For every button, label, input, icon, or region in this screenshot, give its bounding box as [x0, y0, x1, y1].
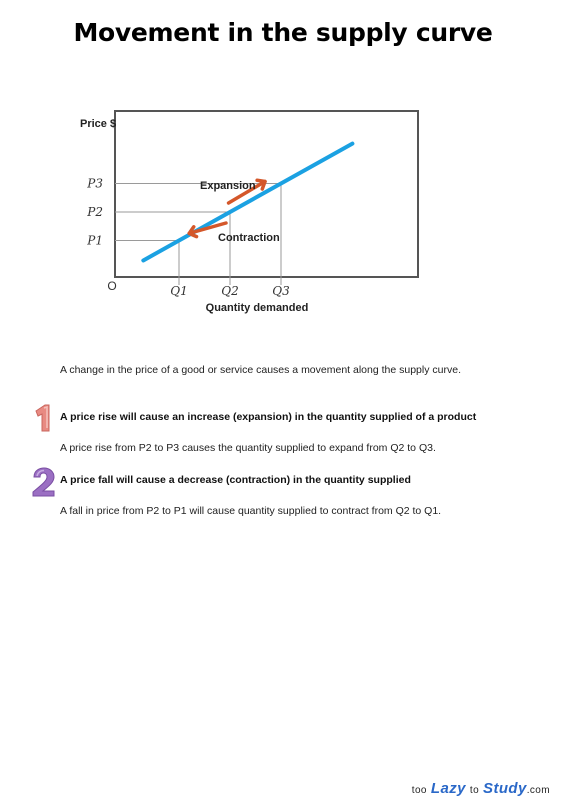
intro-text: A change in the price of a good or service causes a movement along the supply curve. — [60, 364, 461, 376]
point-2-heading: A price fall will cause a decrease (contraction) in the quantity supplied — [60, 474, 411, 486]
x-tick-Q2: Q2 — [221, 284, 239, 298]
footer-brand — [412, 780, 550, 797]
number-one-badge-icon — [30, 402, 58, 434]
x-tick-Q1: Q1 — [170, 284, 188, 298]
footer-too: too — [411, 785, 427, 796]
y-tick-P3: P3 — [87, 176, 103, 191]
footer-to: to — [469, 785, 480, 796]
y-tick-P2: P2 — [87, 205, 103, 219]
footer-com: .com — [526, 785, 550, 796]
point-1-heading: A price rise will cause an increase (expansion) in the quantity supplied of a product — [60, 411, 477, 423]
point-1-text: A price rise from P2 to P3 causes the quantity supplied to expand from Q2 to Q3. — [60, 442, 436, 454]
y-axis-label: Price $ — [80, 118, 117, 130]
page-title: Movement in the supply curve — [73, 18, 493, 47]
number-two-badge-icon — [30, 466, 58, 498]
x-tick-Q3: Q3 — [272, 284, 290, 298]
contraction-label: Contraction — [218, 232, 280, 244]
supply-curve-chart — [70, 104, 430, 324]
chart-svg — [70, 104, 430, 324]
point-2-text: A fall in price from P2 to P1 will cause quantity supplied to contract from Q2 to Q1. — [60, 505, 442, 517]
x-axis-label: Quantity demanded — [205, 302, 309, 314]
expansion-label: Expansion — [200, 180, 256, 192]
y-tick-P1: P1 — [87, 233, 103, 248]
footer-lazy: Lazy — [430, 780, 466, 797]
footer-study: Study — [483, 780, 527, 797]
origin-label: O — [107, 279, 117, 293]
